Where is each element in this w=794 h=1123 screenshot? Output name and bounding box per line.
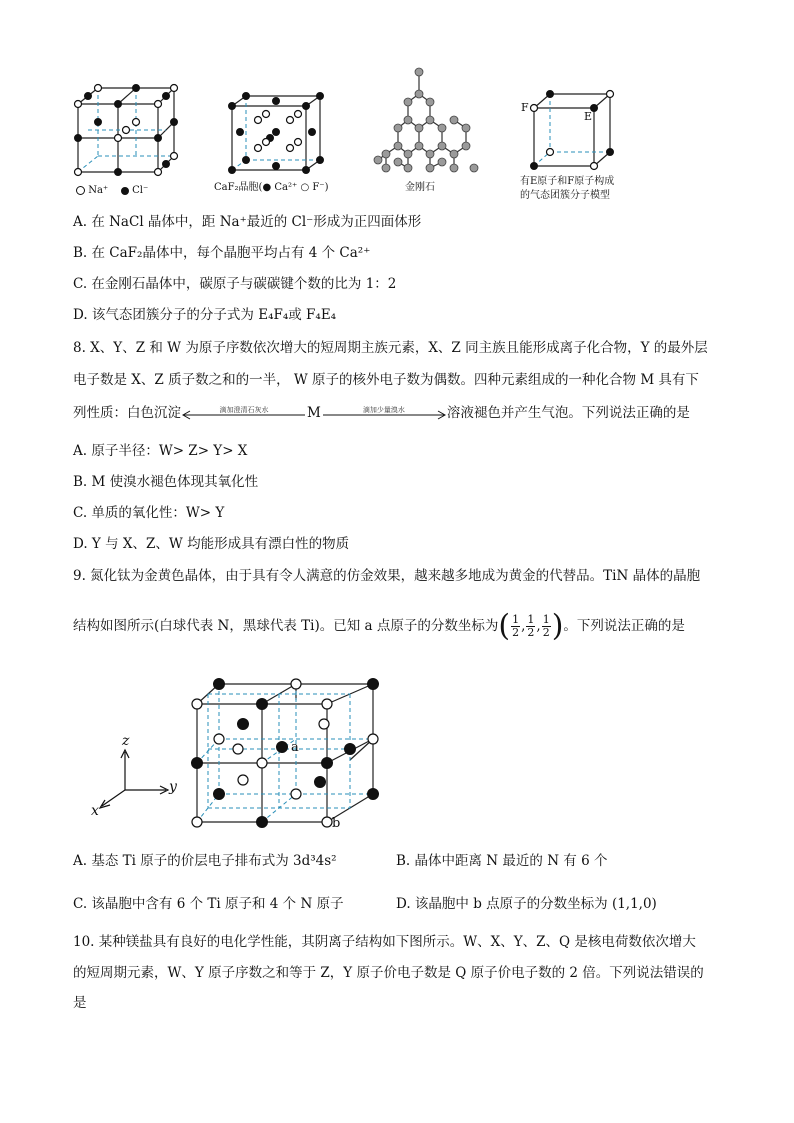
right-arrow-icon [321, 405, 447, 423]
arrow-left-label: 滴加澄清石灰水 [219, 405, 269, 414]
q7-option-b: B. 在 CaF₂晶体中，每个晶胞平均占有 4 个 Ca²⁺ [73, 245, 371, 261]
q9-stem-line2 [73, 608, 685, 644]
axis-x-label: x [91, 803, 99, 819]
q9-option-b: B. 晶体中距离 N 最近的 N 有 6 个 [396, 853, 608, 869]
legend-cl: Cl⁻ [132, 185, 149, 196]
q8-option-a: A. 原子半径：W> Z> Y> X [73, 443, 248, 459]
white-dot-icon [76, 186, 85, 195]
cluster-caption-1: 有E原子和F原子构成 [520, 176, 615, 187]
q8-stem-line2: 电子数是 X、Z 质子数之和的一半， W 原子的核外电子数为偶数。四种元素组成的一种化合物 M 具有下 [73, 372, 699, 388]
q8-stem-line1: 8. X、Y、Z 和 W 为原子序数依次增大的短周期主族元素，X、Z 同主族且能形成离子化合物，Y 的最外层 [73, 340, 708, 356]
cluster-label-f: F [521, 101, 529, 114]
legend-na: Na⁺ [88, 185, 109, 196]
left-arrow-icon [181, 405, 307, 423]
diamond-structure-figure [372, 68, 482, 178]
tin-label-b: b [332, 816, 341, 831]
axis-y-label: y [169, 779, 177, 795]
axis-z-label: z [122, 733, 130, 749]
q10-stem-line1: 10. 某种镁盐具有良好的电化学性能，其阴离子结构如下图所示。W、X、Y、Z、Q 是核电荷数依次增大 [73, 934, 696, 950]
arrow-right-label: 滴加少量溴水 [362, 405, 405, 414]
nacl-crystal-figure [70, 82, 185, 182]
q9-stem-line1: 9. 氮化钛为金黄色晶体，由于具有令人满意的仿金效果，越来越多地成为黄金的代替品。TiN 晶体的晶胞 [73, 568, 701, 584]
q9-stem-end: 。下列说法正确的是 [563, 618, 685, 634]
caf2-crystal-figure [226, 92, 326, 177]
nacl-legend [76, 184, 148, 197]
q8-option-c: C. 单质的氧化性：W> Y [73, 505, 225, 521]
diamond-caption: 金刚石 [405, 182, 435, 193]
q7-option-c: C. 在金刚石晶体中，碳原子与碳碳键个数的比为 1：2 [73, 276, 397, 292]
cluster-caption-2: 的气态团簇分子模型 [520, 190, 610, 201]
q9-option-d: D. 该晶胞中 b 点原子的分数坐标为 (1,1,0) [396, 896, 657, 912]
q7-option-d: D. 该气态团簇分子的分子式为 E₄F₄或 F₄E₄ [73, 307, 337, 323]
q8-option-d: D. Y 与 X、Z、W 均能形成具有漂白性的物质 [73, 536, 350, 552]
q8-stem-line3 [73, 404, 690, 423]
cluster-molecule-figure [520, 84, 630, 174]
q7-option-a: A. 在 NaCl 晶体中，距 Na⁺最近的 Cl⁻形成为正四面体形 [73, 214, 422, 230]
cluster-label-e: E [584, 110, 593, 123]
q9-stem-text: 结构如图所示(白球代表 N，黑球代表 Ti)。已知 a 点原子的分数坐标为 [73, 618, 499, 634]
q10-stem-line2: 的短周期元素，W、Y 原子序数之和等于 Z，Y 原子价电子数是 Q 原子价电子数的 2 倍。下列说法错误的 [73, 965, 704, 981]
q9-option-a: A. 基态 Ti 原子的价层电子排布式为 3d³4s² [73, 853, 337, 869]
q9-coordinate: ( $\frac{1}{2}$ , $\frac{1}{2}$ , $\frac{1}{2}$ ) [498, 608, 564, 644]
q8-white-precipitate: 列性质：白色沉淀 [73, 405, 181, 421]
q10-stem-line3: 是 [73, 995, 87, 1011]
tin-label-a: a [291, 740, 299, 755]
q8-compound-m: M [307, 405, 321, 421]
q8-option-b: B. M 使溴水褪色体现其氧化性 [73, 474, 259, 490]
arrow-right [321, 405, 447, 423]
caf2-caption: CaF₂晶胞(● Ca²⁺ ○ F⁻) [214, 182, 329, 193]
q9-option-c: C. 该晶胞中含有 6 个 Ti 原子和 4 个 N 原子 [73, 896, 344, 912]
q8-result: 溶液褪色并产生气泡。下列说法正确的是 [446, 405, 690, 421]
black-dot-icon [121, 187, 129, 195]
arrow-left [181, 405, 307, 423]
